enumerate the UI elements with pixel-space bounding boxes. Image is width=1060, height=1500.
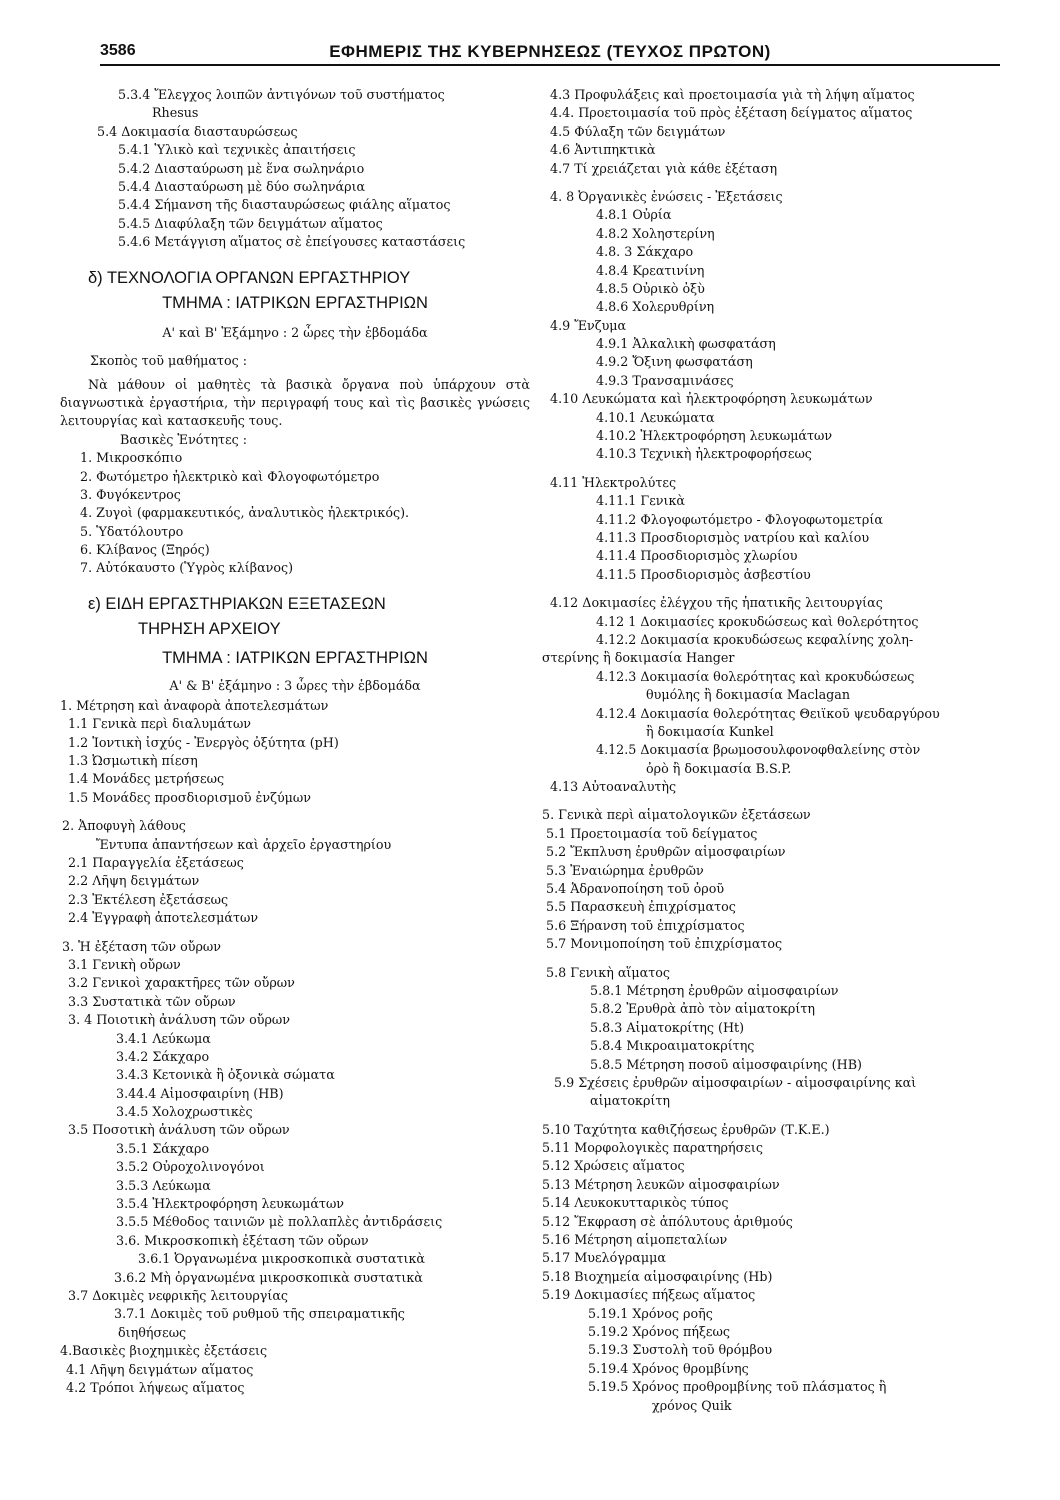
text-line: 5. Ὑδατόλουτρο: [80, 523, 184, 539]
text-line: 4.8.4 Κρεατινίνη: [596, 262, 705, 278]
text-line: 3.4.3 Κετονικὰ ἢ ὀξονικὰ σώματα: [116, 1067, 335, 1083]
text-line: 4.1 Λῆψη δειγμάτων αἵματος: [66, 1361, 254, 1377]
text-line: θυμόλης ἢ δοκιμασία Maclagan: [646, 687, 851, 703]
text-line: 4.11.5 Προσδιορισμὸς ἀσβεστίου: [596, 566, 811, 582]
text-line: 4.12 Δοκιμασίες ἐλέγχου τῆς ἡπατικῆς λειτουργίας: [550, 595, 883, 611]
text-line: 5.12 Χρώσεις αἵματος: [542, 1158, 685, 1174]
text-line: Α' καὶ Β' Ἑξάμηνο : 2 ὧρες τὴν ἑβδομάδα: [162, 324, 428, 340]
text-line: 4.11.4 Προσδιορισμὸς χλωρίου: [596, 548, 798, 564]
right-column: [542, 86, 1010, 1415]
text-line: 5.6 Ξήρανση τοῦ ἐπιχρίσματος: [546, 917, 745, 933]
text-line: Α' & Β' ἑξάμηνο : 3 ὧρες τὴν ἑβδομάδα: [169, 677, 421, 693]
text-line: 5.8 Γενικὴ αἵματος: [546, 964, 670, 980]
text-line: 3.3 Συστατικὰ τῶν οὔρων: [68, 993, 236, 1009]
text-line: 4.4. Προετοιμασία τοῦ πρὸς ἐξέταση δείγματος αἵματος: [550, 105, 913, 121]
left-column: [60, 86, 530, 1397]
text-line: 5.8.5 Μέτρηση ποσοῦ αἱμοσφαιρίνης (HB): [590, 1056, 862, 1072]
text-line: 3.2 Γενικοὶ χαρακτῆρες τῶν οὔρων: [68, 975, 295, 991]
text-line: 4. Ζυγοὶ (φαρμακευτικός, ἀναλυτικὸς ἠλεκτρικός).: [80, 505, 410, 521]
text-line: 1. Μέτρηση καὶ ἀναφορὰ ἀποτελεσμάτων: [60, 697, 329, 713]
text-line: 5.7 Μονιμοποίηση τοῦ ἐπιχρίσματος: [546, 936, 783, 952]
section-heading: ΤΜΗΜΑ : ΙΑΤΡΙΚΩΝ ΕΡΓΑΣΤΗΡΙΩΝ: [162, 648, 428, 667]
text-line: ἢ δοκιμασία Kunkel: [646, 723, 774, 739]
text-line: 4.10.1 Λευκώματα: [596, 409, 715, 425]
text-line: 1.3 Ὠσμωτικὴ πίεση: [68, 753, 198, 769]
text-line: 5.8.4 Μικροαιματοκρίτης: [590, 1038, 755, 1054]
header-rule: [100, 64, 1000, 66]
text-line: 4.Βασικὲς βιοχημικὲς ἐξετάσεις: [60, 1343, 268, 1359]
text-line: 5.4 Δοκιμασία διασταυρώσεως: [97, 123, 298, 139]
text-line: 3.5.1 Σάκχαρο: [116, 1140, 210, 1156]
text-line: 5. Γενικὰ περὶ αἱματολογικῶν ἐξετάσεων: [542, 807, 811, 823]
text-line: 5.4.4 Διασταύρωση μὲ δύο σωληνάρια: [118, 178, 366, 194]
text-line: 5.14 Λευκοκυτταρικὸς τύπος: [542, 1195, 729, 1211]
text-line: 4.8. 3 Σάκχαρο: [596, 244, 694, 260]
text-line: 3.6.1 Ὀργανωμένα μικροσκοπικὰ συστατικὰ: [138, 1251, 425, 1267]
text-line: στερίνης ἢ δοκιμασία Hanger: [542, 650, 735, 666]
text-line: 4.2 Τρόποι λήψεως αἵματος: [66, 1379, 245, 1395]
text-line: Βασικὲς Ἑνότητες :: [120, 431, 248, 447]
text-line: 5.19.4 Χρόνος θρομβίνης: [588, 1360, 749, 1376]
text-line: 4.13 Αὐτοαναλυτὴς: [550, 779, 677, 795]
text-line: 3.4.1 Λεύκωμα: [116, 1030, 211, 1046]
text-line: 4.8.5 Οὐρικὸ ὀξὺ: [596, 280, 705, 296]
gazette-title: ΕΦΗΜΕΡΙΣ ΤΗΣ ΚΥΒΕΡΝΗΣΕΩΣ (ΤΕΥΧΟΣ ΠΡΩΤΟΝ): [329, 42, 771, 61]
text-line: 5.19.5 Χρόνος προθρομβίνης τοῦ πλάσματος ἢ: [588, 1379, 887, 1395]
section-heading: ε) ΕΙΔΗ ΕΡΓΑΣΤΗΡΙΑΚΩΝ ΕΞΕΤΑΣΕΩΝ: [88, 594, 386, 613]
text-line: 5.8.1 Μέτρηση ἐρυθρῶν αἱμοσφαιρίων: [590, 982, 839, 998]
text-line: 4.6 Ἀντιπηκτικὰ: [550, 142, 656, 158]
text-line: 4.12 1 Δοκιμασίες κροκυδώσεως καὶ θολερότητος: [596, 613, 919, 629]
text-line: 3.5 Ποσοτικὴ ἀνάλυση τῶν οὔρων: [68, 1122, 290, 1138]
page-header: [0, 0, 1060, 80]
text-line: 3.1 Γενικὴ οὔρων: [68, 956, 181, 972]
section-heading: δ) ΤΕΧΝΟΛΟΓΙΑ ΟΡΓΑΝΩΝ ΕΡΓΑΣΤΗΡΙΟΥ: [88, 268, 411, 287]
text-line: 3.5.2 Οὐροχολινογόνοι: [116, 1159, 265, 1175]
text-line: 5.16 Μέτρηση αἱμοπεταλίων: [542, 1232, 728, 1248]
text-line: 5.4.2 Διασταύρωση μὲ ἕνα σωληνάριο: [118, 160, 365, 176]
text-line: 2.2 Λῆψη δειγμάτων: [68, 873, 200, 889]
text-line: 4.12.2 Δοκιμασία κροκυδώσεως κεφαλίνης χολη-: [596, 631, 914, 647]
text-line: 1.2 Ἰοντικὴ ἰσχύς - Ἐνεργὸς ὀξύτητα (pH): [68, 734, 339, 750]
text-line: 2.3 Ἐκτέλεση ἐξετάσεως: [68, 891, 229, 907]
text-line: 5.4.1 Ὑλικὸ καὶ τεχνικὲς ἀπαιτήσεις: [118, 142, 356, 158]
text-line: 1.1 Γενικὰ περὶ διαλυμάτων: [68, 716, 252, 732]
text-line: 4.12.3 Δοκιμασία θολερότητας καὶ κροκυδώσεως: [596, 668, 915, 684]
text-line: 3.44.4 Αἱμοσφαιρίνη (HB): [116, 1085, 284, 1101]
text-line: 4.9.1 Ἀλκαλικὴ φωσφατάση: [596, 336, 776, 352]
text-line: 5.18 Βιοχημεία αἱμοσφαιρίνης (Hb): [542, 1268, 773, 1284]
text-line: 5.4.6 Μετάγγιση αἵματος σὲ ἐπείγουσες καταστάσεις: [118, 234, 466, 250]
text-line: 5.12 Ἔκφραση σὲ ἀπόλυτους ἀριθμούς: [542, 1213, 793, 1229]
text-line: 4.9.3 Τρανσαμινάσες: [596, 372, 734, 388]
text-line: 4.9.2 Ὄξινη φωσφατάση: [596, 354, 753, 370]
text-line: 4.10.2 Ἠλεκτροφόρηση λευκωμάτων: [596, 428, 833, 444]
text-line: 2.4 Ἐγγραφὴ ἀποτελεσμάτων: [68, 910, 259, 926]
text-line: 2. Ἀποφυγὴ λάθους: [62, 818, 186, 834]
section-heading: ΤΜΗΜΑ : ΙΑΤΡΙΚΩΝ ΕΡΓΑΣΤΗΡΙΩΝ: [162, 293, 428, 312]
text-line: 4.8.6 Χολερυθρίνη: [596, 299, 715, 315]
section-heading: ΤΗΡΗΣΗ ΑΡΧΕΙΟΥ: [138, 619, 281, 638]
text-line: 5.4.5 Διαφύλαξη τῶν δειγμάτων αἵματος: [118, 215, 383, 231]
text-line: 1.5 Μονάδες προσδιορισμοῦ ἐνζύμων: [68, 789, 311, 805]
text-line: αἱματοκρίτη: [590, 1093, 670, 1109]
text-line: 3.4.5 Χολοχρωστικὲς: [116, 1104, 253, 1120]
text-line: 5.10 Ταχύτητα καθιζήσεως ἐρυθρῶν (Τ.Κ.Ε.): [542, 1121, 830, 1137]
text-line: 4. 8 Ὀργανικὲς ἐνώσεις - Ἐξετάσεις: [550, 188, 783, 204]
text-line: 4.8.2 Χοληστερίνη: [596, 225, 715, 241]
text-line: 5.8.3 Αἱματοκρίτης (Ht): [590, 1019, 745, 1035]
paragraph: Νὰ μάθουν οἱ μαθητὲς τὰ βασικὰ ὄργανα ποὺ ὑπάρχουν στὰ διαγνωστικὰ ἐργαστήρια, τὴν περιγραφή τους καὶ τὶς βασικὲς γνώσεις λειτουργίας καὶ κατασκευῆς τους.: [60, 376, 530, 429]
text-line: 5.19.3 Συστολὴ τοῦ θρόμβου: [588, 1342, 773, 1358]
text-line: 5.19 Δοκιμασίες πήξεως αἵματος: [542, 1287, 756, 1303]
text-line: 4.11.3 Προσδιορισμὸς νατρίου καὶ καλίου: [596, 529, 870, 545]
text-line: 4.3 Προφυλάξεις καὶ προετοιμασία γιὰ τὴ λήψη αἵματος: [550, 87, 915, 102]
text-line: 3.6. Μικροσκοπικὴ ἐξέταση τῶν οὔρων: [116, 1232, 369, 1248]
text-line: 2. Φωτόμετρο ἠλεκτρικὸ καὶ Φλογοφωτόμετρο: [80, 468, 380, 484]
text-line: 2.1 Παραγγελία ἐξετάσεως: [68, 854, 244, 870]
text-line: 5.4.4 Σήμανση τῆς διασταυρώσεως φιάλης αἵματος: [118, 197, 451, 213]
text-line: 7. Αὐτόκαυστο (Ὑγρὸς κλίβανος): [80, 560, 294, 576]
text-line: 5.3.4 Ἔλεγχος λοιπῶν ἀντιγόνων τοῦ συστήματος: [118, 87, 445, 102]
text-line: 5.2 Ἔκπλυση ἐρυθρῶν αἱμοσφαιρίων: [546, 844, 786, 860]
text-line: 5.1 Προετοιμασία τοῦ δείγματος: [546, 825, 758, 841]
text-line: 5.5 Παρασκευὴ ἐπιχρίσματος: [546, 899, 736, 915]
text-line: 4.11.1 Γενικὰ: [596, 493, 685, 509]
text-line: ὀρὸ ἢ δοκιμασία B.S.P.: [646, 760, 792, 776]
text-line: 4.12.5 Δοκιμασία βρωμοσουλφονοφθαλείνης στὸν: [596, 742, 921, 758]
text-line: Σκοπὸς τοῦ μαθήματος :: [90, 352, 247, 368]
text-line: 5.8.2 Ἐρυθρὰ ἀπὸ τὸν αἱματοκρίτη: [590, 1001, 815, 1017]
text-line: 3.5.3 Λεύκωμα: [116, 1177, 211, 1193]
text-line: 4.10.3 Τεχνικὴ ἠλεκτροφορήσεως: [596, 446, 812, 462]
text-line: 4.11.2 Φλογοφωτόμετρο - Φλογοφωτομετρία: [596, 511, 883, 527]
text-line: 5.17 Μυελόγραμμα: [542, 1250, 666, 1266]
text-line: 3. Φυγόκεντρος: [80, 486, 181, 502]
text-line: χρόνος Quik: [652, 1397, 732, 1413]
text-line: 3.7.1 Δοκιμὲς τοῦ ρυθμοῦ τῆς σπειραματικῆς: [114, 1306, 405, 1322]
text-line: 5.13 Μέτρηση λευκῶν αἱμοσφαιρίων: [542, 1176, 780, 1192]
text-line: 1.4 Μονάδες μετρήσεως: [68, 771, 225, 787]
text-line: 6. Κλίβανος (Ξηρός): [80, 542, 210, 558]
text-line: 4.8.1 Οὐρία: [596, 207, 672, 223]
text-line: 5.9 Σχέσεις ἐρυθρῶν αἱμοσφαιρίων - αἱμοσφαιρίνης καὶ: [554, 1074, 917, 1090]
text-line: 5.11 Μορφολογικὲς παρατηρήσεις: [542, 1140, 763, 1156]
text-line: Ἔντυπα ἀπαντήσεων καὶ ἀρχεῖο ἐργαστηρίου: [96, 836, 392, 852]
text-line: 4.5 Φύλαξη τῶν δειγμάτων: [550, 123, 726, 139]
text-line: 3. 4 Ποιοτικὴ ἀνάλυση τῶν οὔρων: [68, 1012, 290, 1028]
text-line: 4.12.4 Δοκιμασία θολερότητας Θειϊκοῦ ψευδαργύρου: [596, 705, 940, 721]
page-number: 3586: [100, 42, 136, 59]
text-line: 1. Μικροσκόπιο: [80, 450, 183, 466]
text-line: 5.19.2 Χρόνος πήξεως: [588, 1324, 730, 1339]
text-line: 4.10 Λευκώματα καὶ ἠλεκτροφόρηση λευκωμάτων: [550, 391, 873, 407]
text-line: 4.11 Ἠλεκτρολύτες: [550, 474, 677, 490]
text-line: 3. Ἡ ἐξέταση τῶν οὔρων: [62, 938, 221, 954]
text-line: 3.5.4 Ἠλεκτροφόρηση λευκωμάτων: [116, 1196, 345, 1212]
text-line: 4.7 Τί χρειάζεται γιὰ κάθε ἐξέταση: [550, 160, 778, 176]
text-line: 3.6.2 Μὴ ὀργανωμένα μικροσκοπικὰ συστατικὰ: [114, 1269, 423, 1285]
text-line: διηθήσεως: [118, 1324, 187, 1340]
text-line: 3.5.5 Μέθοδος ταινιῶν μὲ πολλαπλὲς ἀντιδράσεις: [116, 1214, 443, 1230]
text-line: Rhesus: [152, 105, 199, 121]
text-line: 5.4 Ἀδρανοποίηση τοῦ ὀροῦ: [546, 881, 725, 897]
text-line: 4.9 Ἔνζυμα: [550, 317, 627, 333]
text-line: 3.7 Δοκιμὲς νεφρικῆς λειτουργίας: [68, 1287, 289, 1303]
text-line: 3.4.2 Σάκχαρο: [116, 1048, 210, 1064]
text-line: 5.19.1 Χρόνος ροῆς: [588, 1305, 713, 1321]
text-line: 5.3 Ἐναιώρημα ἐρυθρῶν: [546, 862, 704, 878]
